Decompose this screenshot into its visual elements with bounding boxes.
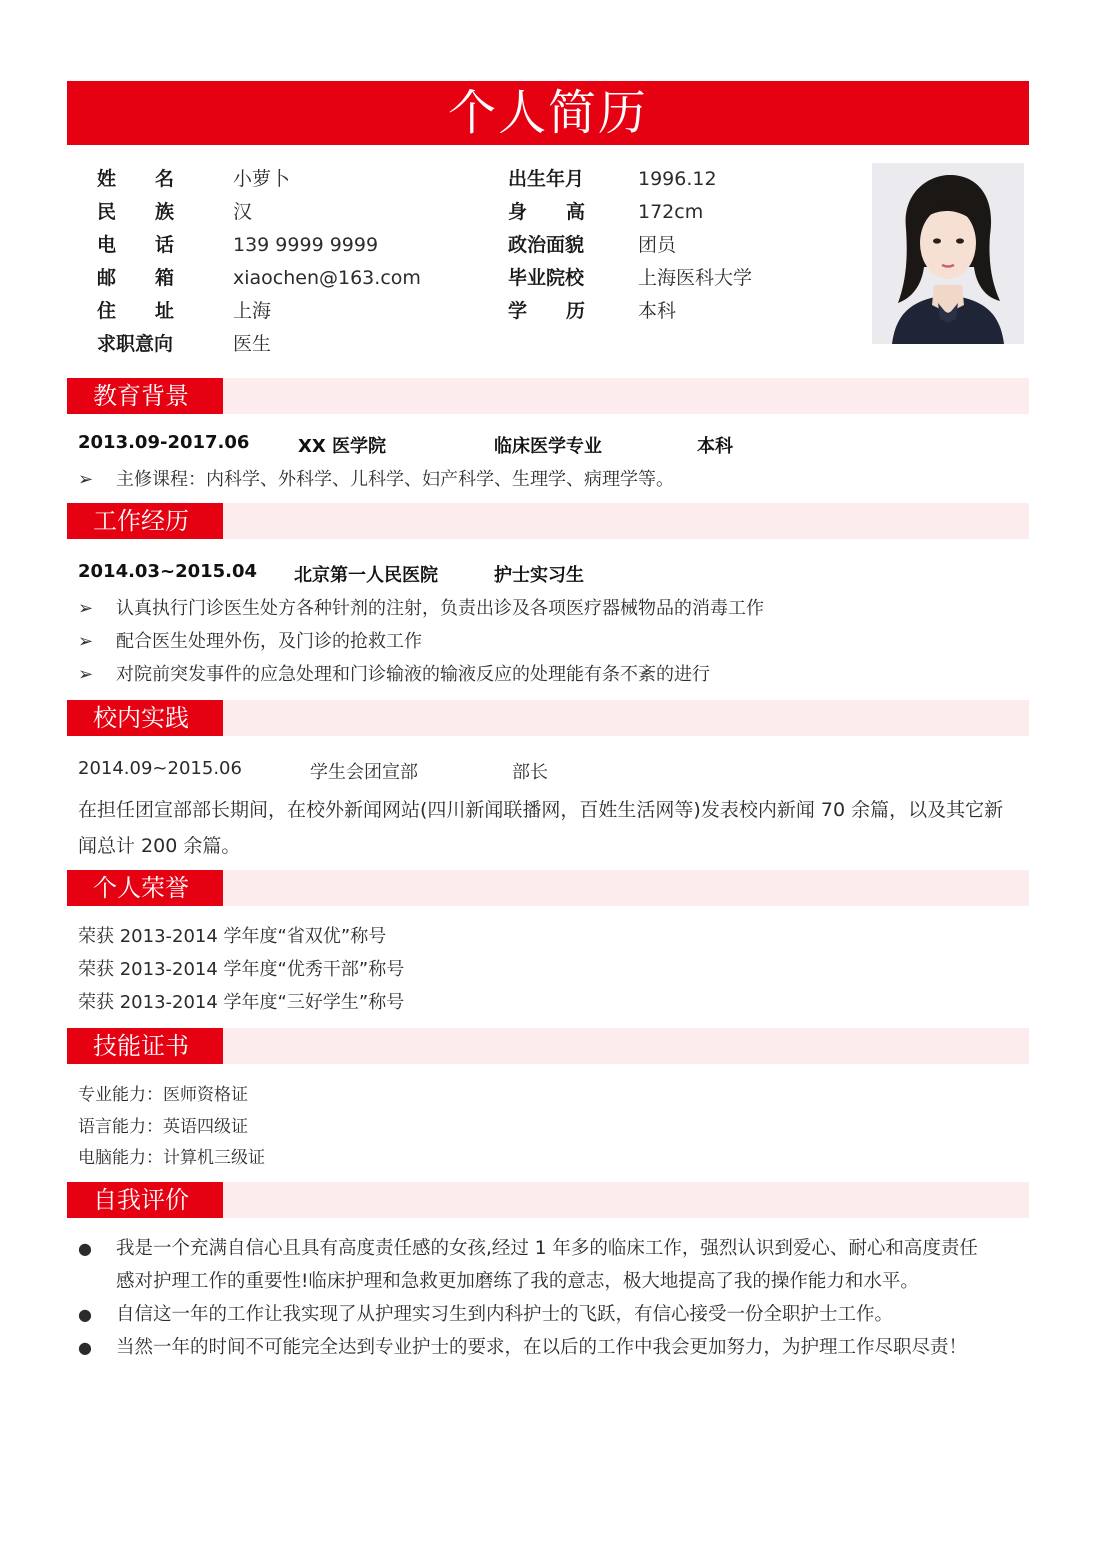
info-value: 汉 (233, 201, 253, 223)
section-title: 个人荣誉 (67, 870, 223, 906)
info-label: 学 历 (508, 300, 585, 322)
info-row-political (508, 229, 848, 262)
profile-photo (872, 163, 1024, 344)
list-item: ● 我是一个充满自信心且具有高度责任感的女孩,经过 1 年多的临床工作，强烈认识到爱心、耐心和高度责任 (78, 1238, 978, 1259)
campus-period: 2014.09~2015.06 (78, 758, 242, 779)
campus-org: 学生会团宣部 (310, 762, 418, 783)
list-item: 语言能力：英语四级证 (78, 1117, 248, 1137)
education-period: 2013.09-2017.06 (78, 432, 250, 453)
list-item-continuation: 感对护理工作的重要性!临床护理和急救更加磨练了我的意志，极大地提高了我的操作能力和水平。 (116, 1271, 919, 1292)
list-item: 荣获 2013-2014 学年度“三好学生”称号 (78, 992, 405, 1013)
arrow-bullet-icon: ➢ (78, 598, 94, 619)
info-row-height (508, 196, 848, 229)
section-title: 技能证书 (67, 1028, 223, 1064)
section-title: 工作经历 (67, 503, 223, 539)
info-label: 身 高 (508, 201, 585, 223)
section-header-education (67, 378, 1029, 414)
work-role: 护士实习生 (494, 565, 584, 586)
list-item: ➢ 对院前突发事件的应急处理和门诊输液的输液反应的处理能有条不紊的进行 (78, 664, 710, 685)
campus-desc-line1: 在担任团宣部部长期间，在校外新闻网站(四川新闻联播网，百姓生活网等)发表校内新闻 70 余篇，以及其它新 (78, 799, 1004, 821)
info-value: 本科 (638, 300, 677, 322)
info-label: 电 话 (97, 234, 174, 256)
section-title: 校内实践 (67, 700, 223, 736)
resume-title: 个人简历 (67, 81, 1029, 145)
list-item: 荣获 2013-2014 学年度“优秀干部”称号 (78, 959, 405, 980)
info-row-address (97, 295, 427, 328)
info-value: 团员 (638, 234, 677, 256)
education-major: 临床医学专业 (494, 436, 602, 457)
info-value: 医生 (233, 333, 272, 355)
info-label: 毕业院校 (508, 267, 585, 289)
campus-role: 部长 (512, 762, 548, 783)
info-row-email (97, 262, 427, 295)
info-value: xiaochen@163.com (233, 267, 421, 289)
info-row-birth (508, 163, 848, 196)
bullet-dot-icon: ● (78, 1305, 92, 1324)
work-org: 北京第一人民医院 (294, 565, 438, 586)
arrow-bullet-icon: ➢ (78, 469, 94, 490)
info-label: 住 址 (97, 300, 174, 322)
info-label: 求职意向 (97, 333, 174, 355)
list-item: ➢ 认真执行门诊医生处方各种针剂的注射，负责出诊及各项医疗器械物品的消毒工作 (78, 598, 764, 619)
info-row-school (508, 262, 848, 295)
section-header-work (67, 503, 1029, 539)
portrait-illustration (872, 163, 1024, 344)
arrow-bullet-icon: ➢ (78, 631, 94, 652)
list-item: ● 自信这一年的工作让我实现了从护理实习生到内科护士的飞跃，有信心接受一份全职护士工作。 (78, 1304, 894, 1325)
section-header-honors (67, 870, 1029, 906)
work-period: 2014.03~2015.04 (78, 561, 258, 582)
education-school: XX 医学院 (298, 436, 387, 457)
info-left (97, 163, 427, 361)
info-row-ethnicity (97, 196, 427, 229)
list-item: 专业能力：医师资格证 (78, 1085, 248, 1105)
info-value: 小萝卜 (233, 168, 291, 190)
info-row-degree (508, 295, 848, 328)
section-header-campus (67, 700, 1029, 736)
campus-desc-line2: 闻总计 200 余篇。 (78, 835, 241, 857)
bullet-dot-icon: ● (78, 1338, 92, 1357)
list-item: 电脑能力：计算机三级证 (78, 1148, 265, 1168)
info-row-objective (97, 328, 427, 361)
list-item: ➢ 配合医生处理外伤，及门诊的抢救工作 (78, 631, 422, 652)
section-title: 教育背景 (67, 378, 223, 414)
list-item: ● 当然一年的时间不可能完全达到专业护士的要求，在以后的工作中我会更加努力，为护理工作尽职尽责！ (78, 1337, 968, 1358)
info-value: 1996.12 (638, 168, 717, 190)
info-value: 上海医科大学 (638, 267, 753, 289)
info-row-phone (97, 229, 427, 262)
education-courses: ➢ 主修课程：内科学、外科学、儿科学、妇产科学、生理学、病理学等。 (78, 469, 674, 490)
info-right (508, 163, 848, 328)
info-label: 政治面貌 (508, 234, 585, 256)
list-item: 荣获 2013-2014 学年度“省双优”称号 (78, 926, 387, 947)
info-label: 民 族 (97, 201, 174, 223)
info-value: 172cm (638, 201, 704, 223)
info-value: 上海 (233, 300, 272, 322)
arrow-bullet-icon: ➢ (78, 664, 94, 685)
section-header-self (67, 1182, 1029, 1218)
info-label: 出生年月 (508, 168, 585, 190)
info-label: 邮 箱 (97, 267, 174, 289)
section-header-skills (67, 1028, 1029, 1064)
info-row-name (97, 163, 427, 196)
info-value: 139 9999 9999 (233, 234, 379, 256)
bullet-dot-icon: ● (78, 1239, 92, 1258)
section-title: 自我评价 (67, 1182, 223, 1218)
info-label: 姓 名 (97, 168, 174, 190)
education-degree: 本科 (697, 436, 733, 457)
